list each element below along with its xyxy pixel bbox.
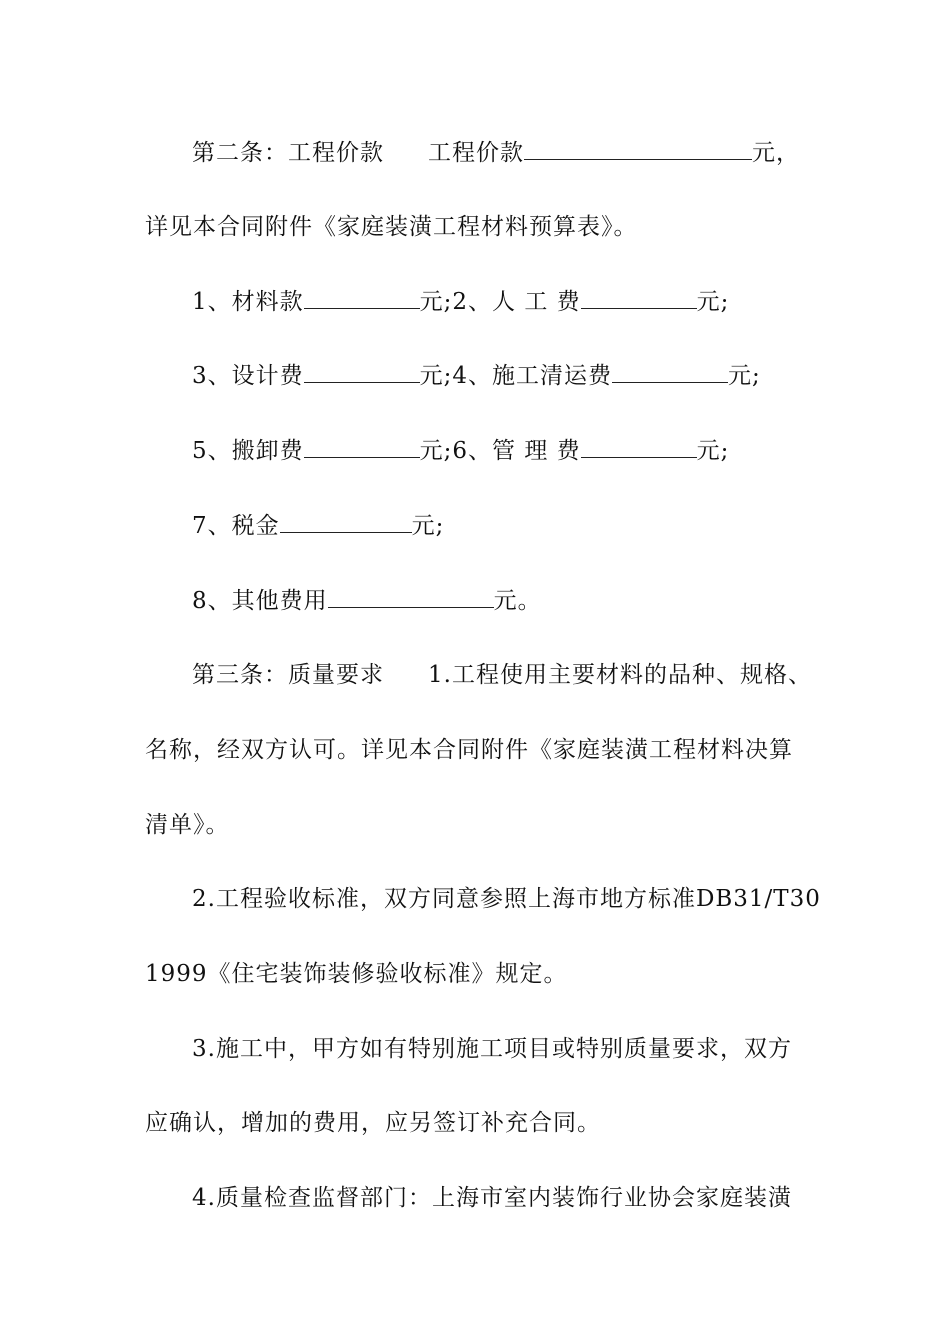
- fee-label-design: 3、设计费: [192, 363, 304, 389]
- fee-blank-material[interactable]: [304, 286, 420, 309]
- fee-blank-moving[interactable]: [304, 435, 420, 458]
- fee-blank-labor[interactable]: [581, 286, 697, 309]
- quality-item2-start: 2.工程验收标准，双方同意参照上海市地方标准DB31/T30: [192, 886, 821, 912]
- article3-line: [192, 659, 812, 691]
- price-unit: 元，: [752, 140, 800, 166]
- price-blank[interactable]: [524, 137, 752, 160]
- quality-item3-end: 应确认，增加的费用，应另签订补充合同。: [145, 1110, 601, 1136]
- quality-item2-end: 1999《住宅装饰装修验收标准》规定。: [145, 961, 568, 987]
- fee-line-2: 3、设计费 元;4、施工清运费 元;: [192, 360, 761, 392]
- quality-item1-end: 清单》。: [145, 812, 230, 838]
- fee-blank-design[interactable]: [304, 360, 420, 383]
- price-label: 工程价款: [428, 140, 524, 166]
- quality-item4-start: 4.质量检查监督部门：上海市室内装饰行业协会家庭装潢: [192, 1185, 792, 1211]
- fee-label-other: 8、其他费用: [192, 588, 328, 614]
- quality-item1-start: 1.工程使用主要材料的品种、规格、: [428, 662, 812, 688]
- fee-blank-tax[interactable]: [280, 510, 412, 533]
- quality-item1-cont: 名称，经双方认可。详见本合同附件《家庭装潢工程材料决算: [145, 737, 793, 763]
- fee-blank-cleanup[interactable]: [612, 360, 728, 383]
- fee-blank-other[interactable]: [328, 585, 494, 608]
- attachment-ref-line: 详见本合同附件《家庭装潢工程材料预算表》。: [145, 214, 638, 240]
- fee-label-tax: 7、税金: [192, 513, 280, 539]
- fee-line-3: 5、搬卸费 元;6、管 理 费 元;: [192, 435, 729, 467]
- quality-item3-start: 3.施工中，甲方如有特别施工项目或特别质量要求，双方: [192, 1036, 792, 1062]
- fee-label-cleanup: 4、施工清运费: [452, 363, 613, 389]
- fee-line-1: 1、材料款 元;2、人 工 费 元;: [192, 286, 729, 318]
- fee-label-labor: 2、人 工 费: [452, 289, 581, 315]
- fee-blank-management[interactable]: [581, 435, 697, 458]
- fee-label-management: 6、管 理 费: [452, 438, 581, 464]
- fee-label-moving: 5、搬卸费: [192, 438, 304, 464]
- article3-heading: 第三条：质量要求: [192, 662, 384, 688]
- article2-heading: 第二条：工程价款: [192, 140, 384, 166]
- fee-line-4: 7、税金 元;: [192, 510, 444, 542]
- fee-label-material: 1、材料款: [192, 289, 304, 315]
- article2-price-line: [192, 137, 800, 169]
- fee-line-5: 8、其他费用 元。: [192, 585, 542, 617]
